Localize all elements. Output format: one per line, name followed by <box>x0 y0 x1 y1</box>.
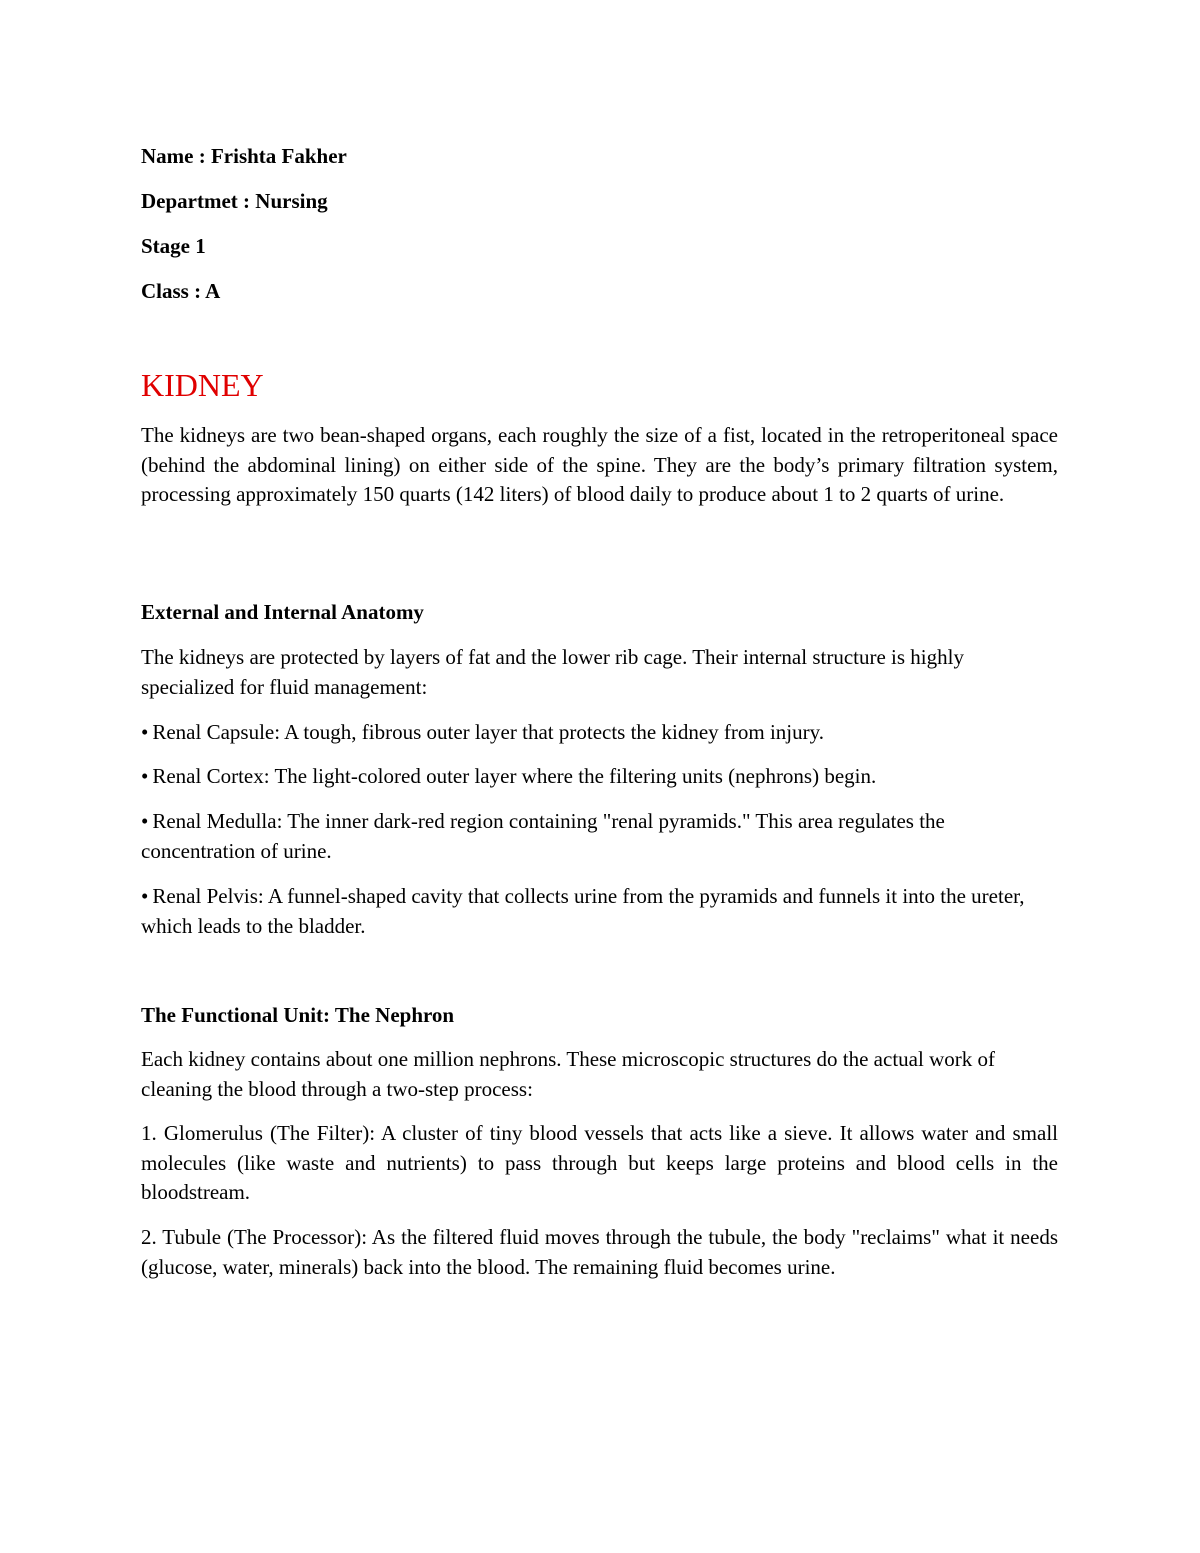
anatomy-bullet-item <box>141 807 1058 866</box>
nephron-step: 1. Glomerulus (The Filter): A cluster of tiny blood vessels that acts like a sieve. It allows water and small molecules (like waste and nutrients) to pass through but keeps large proteins and blood cells in the bloodstream. <box>141 1121 1058 1204</box>
bullet-text: Renal Capsule: A tough, fibrous outer layer that protects the kidney from injury. <box>152 720 825 744</box>
intro-paragraph: The kidneys are two bean-shaped organs, each roughly the size of a fist, located in the retroperitoneal space (behind the abdominal lining) on either side of the spine. They are the body’s primary filtration system, processing approximately 150 quarts (142 liters) of blood daily to produce about 1 to 2 quarts of urine. <box>141 423 1058 506</box>
document-title: KIDNEY <box>141 367 264 403</box>
bullet-text: Renal Cortex: The light-colored outer layer where the filtering units (nephrons) begin. <box>152 764 877 788</box>
bullet-marker: • <box>141 764 149 788</box>
nephron-heading: The Functional Unit: The Nephron <box>141 1003 455 1027</box>
nephron-intro: Each kidney contains about one million nephrons. These microscopic structures do the actual work of cleaning the blood through a two-step process: <box>141 1047 995 1101</box>
bullet-marker: • <box>141 720 149 744</box>
student-class: Class : A <box>141 279 221 303</box>
student-stage: Stage 1 <box>141 234 206 258</box>
anatomy-bullet-item <box>141 762 1058 792</box>
anatomy-bullet-item <box>141 882 1058 941</box>
anatomy-bullet-item <box>141 718 1058 748</box>
nephron-step: 2. Tubule (The Processor): As the filtered fluid moves through the tubule, the body "reclaims" what it needs (glucose, water, minerals) back into the blood. The remaining fluid becomes urine. <box>141 1225 1058 1279</box>
bullet-text: Renal Medulla: The inner dark-red region containing "renal pyramids." This area regulates the concentration of urine. <box>141 809 945 863</box>
anatomy-heading: External and Internal Anatomy <box>141 600 424 624</box>
anatomy-intro: The kidneys are protected by layers of fat and the lower rib cage. Their internal structure is highly specialized for fluid management: <box>141 645 964 699</box>
bullet-marker: • <box>141 884 149 908</box>
bullet-marker: • <box>141 809 149 833</box>
student-name: Name : Frishta Fakher <box>141 144 347 168</box>
bullet-text: Renal Pelvis: A funnel-shaped cavity that collects urine from the pyramids and funnels it into the ureter, which leads to the bladder. <box>141 884 1025 938</box>
student-department: Departmet : Nursing <box>141 189 328 213</box>
